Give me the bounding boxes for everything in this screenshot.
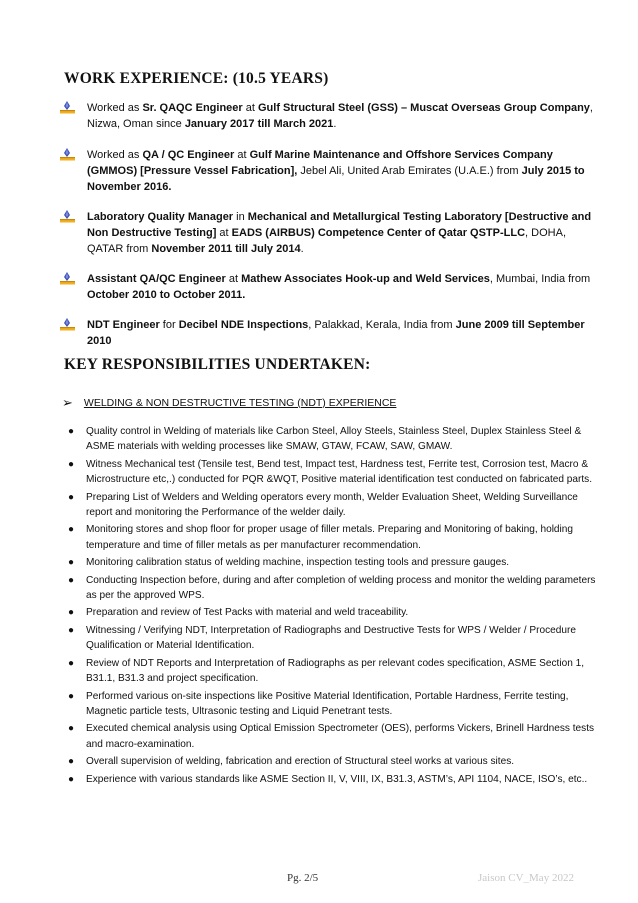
bold-text-segment: Gulf Marine Maintenance and Offshore Services Company (GMMOS) [Pressure Vessel Fabrication], (87, 149, 553, 177)
text-segment: , Palakkad, Kerala, India from (308, 319, 456, 331)
responsibility-text: Review of NDT Reports and Interpretation of Radiographs as per relevant codes specification, ASME Section 1, B31.1, B31.3 and project specification. (86, 657, 585, 685)
document-reference: Jaison CV_May 2022 (478, 872, 574, 884)
responsibility-item (68, 457, 596, 488)
text-segment: for (159, 319, 179, 331)
bold-text-segment: EADS (AIRBUS) Competence Center of Qatar QSTP-LLC (231, 227, 526, 239)
responsibility-item (68, 424, 596, 455)
responsibility-item (68, 754, 596, 769)
responsibility-text: Witness Mechanical test (Tensile test, Bend test, Impact test, Hardness test, Ferrite test, Corrosion test, Macro & Microstructure etc,.) conducted for PQR &WQT, Positive material identification test conducted on fabricated parts. (86, 458, 593, 486)
bullet-dot-icon: ● (68, 426, 75, 437)
responsibility-text: Preparation and review of Test Packs with material and weld traceability. (86, 607, 409, 619)
text-segment: Worked as (87, 102, 143, 114)
responsibility-item (68, 721, 596, 752)
bold-text-segment: Sr. QAQC Engineer (142, 102, 243, 114)
experience-item (60, 147, 600, 195)
pin-bullet-icon (60, 148, 76, 161)
bold-text-segment: Laboratory Quality Manager (87, 211, 234, 223)
welding-ndt-subheading (62, 396, 396, 409)
pin-bullet-icon (60, 272, 76, 285)
responsibility-text: Overall supervision of welding, fabrication and erection of Structural steel works at various sites. (86, 756, 515, 768)
bullet-dot-icon: ● (68, 557, 75, 569)
text-segment: at (225, 273, 242, 285)
text-segment: . (333, 118, 337, 130)
responsibility-item (68, 522, 596, 553)
experience-item (60, 209, 600, 257)
work-experience-heading: WORK EXPERIENCE: (10.5 YEARS) (64, 70, 329, 87)
bullet-dot-icon: ● (68, 524, 75, 536)
responsibility-item (68, 656, 596, 687)
bold-text-segment: QA / QC Engineer (142, 149, 235, 161)
responsibility-item (68, 623, 596, 654)
bullet-dot-icon: ● (68, 723, 75, 735)
text-segment: at (242, 102, 258, 114)
bold-text-segment: October 2010 to October 2011. (87, 289, 246, 301)
responsibility-text: Preparing List of Welders and Welding operators every month, Welder Evaluation Sheet, Welding Surveillance report and monitoring the Performance of the welder daily. (86, 491, 578, 519)
text-segment: in (233, 211, 248, 223)
page-number: Pg. 2/5 (287, 872, 319, 884)
responsibility-text: Conducting Inspection before, during and after completion of welding process and monitor the welding parameters as per the approved WPS. (86, 574, 596, 602)
bold-text-segment: July 2015 to November 2016. (87, 165, 585, 193)
experience-item (60, 271, 600, 303)
responsibility-text: Monitoring stores and shop floor for proper usage of filler metals. Preparing and Monitoring of baking, holding temperature and time of filler metals as per manufacturer recommendation. (86, 524, 574, 551)
pin-bullet-icon (60, 210, 76, 223)
text-segment: Worked as (87, 149, 143, 161)
text-segment: at (216, 227, 232, 239)
bullet-dot-icon: ● (68, 657, 75, 669)
bold-text-segment: November 2011 till July 2014 (151, 243, 301, 255)
bold-text-segment: Decibel NDE Inspections (178, 319, 309, 331)
experience-item (60, 100, 600, 132)
responsibility-text: Monitoring calibration status of welding machine, inspection testing tools and pressure gauges. (86, 557, 510, 569)
work-experience-list (60, 100, 600, 349)
experience-item (60, 317, 600, 349)
bold-text-segment: NDT Engineer (87, 319, 160, 331)
bullet-dot-icon: ● (68, 491, 75, 503)
responsibilities-list (68, 424, 596, 789)
responsibility-text: Executed chemical analysis using Optical Emission Spectrometer (OES), performs Vickers, Brinell Hardness tests and macro-examination. (86, 723, 595, 750)
bold-text-segment: Gulf Structural Steel (GSS) – Muscat Overseas Group Company (257, 102, 590, 114)
arrow-bullet-icon: ➢ (62, 395, 73, 410)
text-segment: at (234, 149, 250, 161)
bullet-dot-icon: ● (68, 574, 75, 586)
responsibilities-heading: KEY RESPONSIBILITIES UNDERTAKEN: (64, 356, 371, 373)
subheading-text: WELDING & NON DESTRUCTIVE TESTING (NDT) EXPERIENCE (83, 396, 397, 409)
bullet-dot-icon: ● (68, 607, 75, 619)
pin-bullet-icon (60, 101, 76, 114)
bullet-dot-icon: ● (68, 690, 75, 702)
text-segment: . (300, 243, 304, 255)
text-segment: , Nizwa, Oman since (87, 102, 593, 130)
bullet-dot-icon: ● (68, 458, 75, 470)
responsibility-text: Quality control in Welding of materials like Carbon Steel, Alloy Steels, Stainless Steel, Duplex Stainless Steel & ASME materials with welding processes like SMAW, GTAW, FCAW, SAW, GMAW. (86, 426, 582, 453)
responsibility-item (68, 555, 596, 570)
pin-bullet-icon (60, 318, 76, 331)
responsibility-item (68, 772, 596, 787)
bold-text-segment: January 2017 till March 2021 (184, 118, 334, 130)
responsibility-text: Performed various on-site inspections like Positive Material Identification, Portable Hardness, Ferrite testing, Magnetic particle tests, Ultrasonic testing and Liquid Penetrant tests. (86, 690, 569, 717)
bullet-dot-icon: ● (68, 756, 75, 768)
bold-text-segment: Mathew Associates Hook-up and Weld Services (241, 273, 490, 285)
bullet-dot-icon: ● (68, 624, 75, 636)
responsibility-item (68, 573, 596, 604)
text-segment: , DOHA, QATAR from (87, 227, 566, 255)
responsibility-item (68, 490, 596, 521)
responsibility-item (68, 605, 596, 620)
responsibility-item (68, 689, 596, 720)
text-segment: , Mumbai, India from (489, 273, 591, 285)
responsibility-text: Experience with various standards like ASME Section II, V, VIII, IX, B31.3, ASTM’s, API 1104, NACE, ISO’s, etc.. (86, 773, 588, 785)
responsibility-text: Witnessing / Verifying NDT, Interpretation of Radiographs and Destructive Tests for WPS / Welder / Procedure Qualification or Material Identification. (86, 624, 576, 652)
bullet-dot-icon: ● (68, 773, 75, 785)
bold-text-segment: June 2009 till September 2010 (87, 319, 585, 347)
bold-text-segment: Assistant QA/QC Engineer (87, 273, 226, 285)
text-segment: Jebel Ali, United Arab Emirates (U.A.E.) from (297, 165, 522, 177)
bold-text-segment: Mechanical and Metallurgical Testing Laboratory [Destructive and Non Destructive Testing] (87, 211, 592, 239)
